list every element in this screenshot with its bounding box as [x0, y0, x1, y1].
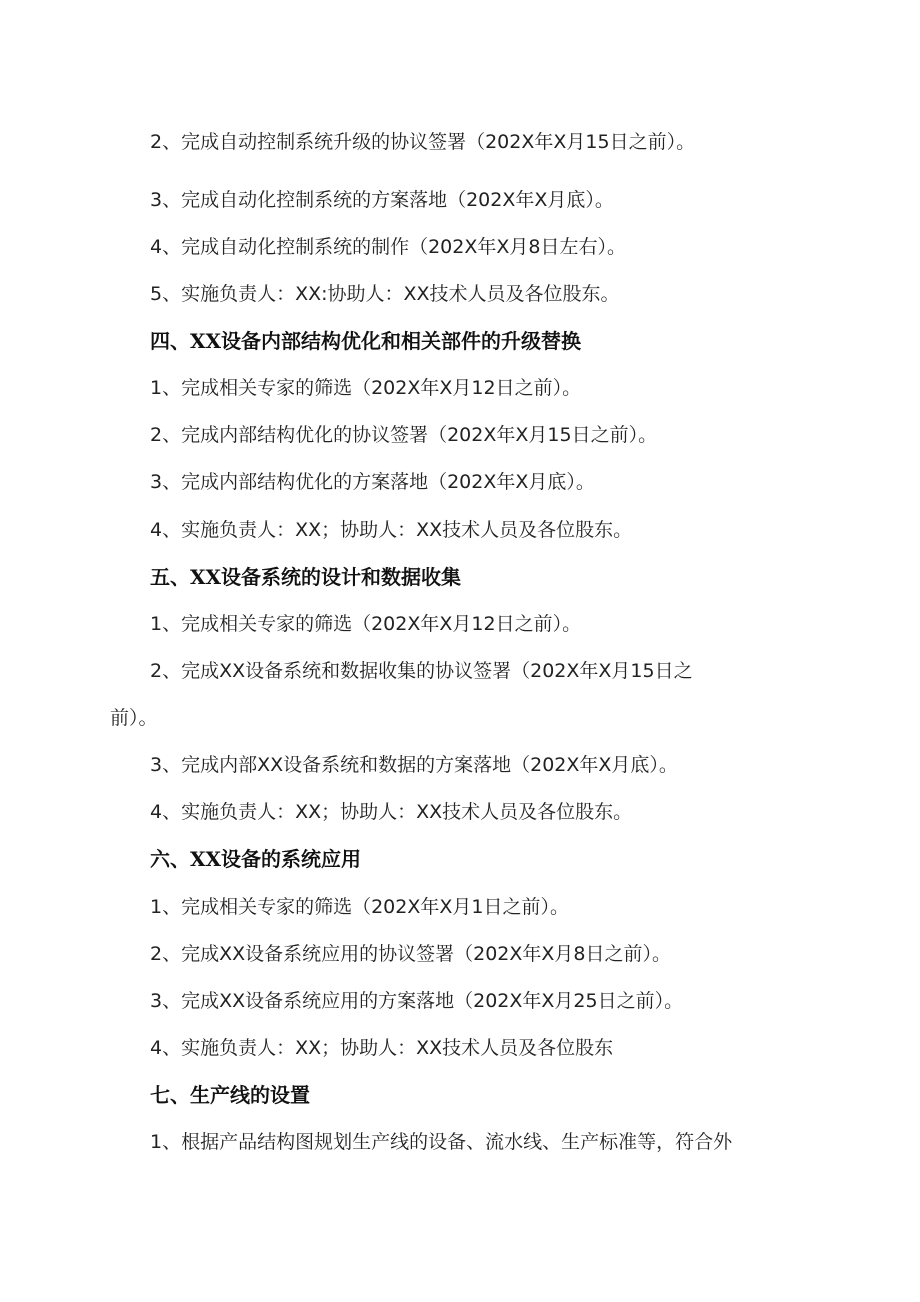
section-heading: 七、生产线的设置	[150, 1083, 310, 1107]
list-item: 4、实施负责人：XX；协助人：XX技术人员及各位股东	[150, 1037, 614, 1059]
list-item: 4、实施负责人：XX；协助人：XX技术人员及各位股东。	[150, 519, 633, 541]
section-heading: 四、XX设备内部结构优化和相关部件的升级替换	[150, 329, 582, 353]
list-item: 3、完成自动化控制系统的方案落地（202X年X月底）。	[150, 189, 614, 211]
list-item: 4、实施负责人：XX；协助人：XX技术人员及各位股东。	[150, 801, 633, 823]
section-heading: 五、XX设备系统的设计和数据收集	[150, 565, 462, 589]
list-item: 1、完成相关专家的筛选（202X年X月1日之前）。	[150, 896, 569, 918]
list-item: 2、完成内部结构优化的协议签署（202X年X月15日之前）。	[150, 424, 658, 446]
list-item: 1、完成相关专家的筛选（202X年X月12日之前）。	[150, 613, 582, 635]
list-item: 5、实施负责人：XX:协助人：XX技术人员及各位股东。	[150, 283, 620, 305]
list-item-continuation: 前）。	[110, 707, 158, 729]
list-item: 3、完成内部结构优化的方案落地（202X年X月底）。	[150, 471, 595, 493]
list-item: 2、完成自动控制系统升级的协议签署（202X年X月15日之前）。	[150, 131, 696, 153]
list-item: 4、完成自动化控制系统的制作（202X年X月8日左右）。	[150, 236, 626, 258]
list-item: 2、完成XX设备系统应用的协议签署（202X年X月8日之前）。	[150, 943, 672, 965]
list-item: 3、完成内部XX设备系统和数据的方案落地（202X年X月底）。	[150, 754, 678, 776]
list-item: 1、完成相关专家的筛选（202X年X月12日之前）。	[150, 377, 582, 399]
list-item: 2、完成XX设备系统和数据收集的协议签署（202X年X月15日之	[150, 660, 693, 682]
list-item: 1、根据产品结构图规划生产线的设备、流水线、生产标准等，符合外	[150, 1131, 733, 1153]
list-item: 3、完成XX设备系统应用的方案落地（202X年X月25日之前）。	[150, 990, 684, 1012]
section-heading: 六、XX设备的系统应用	[150, 847, 362, 871]
